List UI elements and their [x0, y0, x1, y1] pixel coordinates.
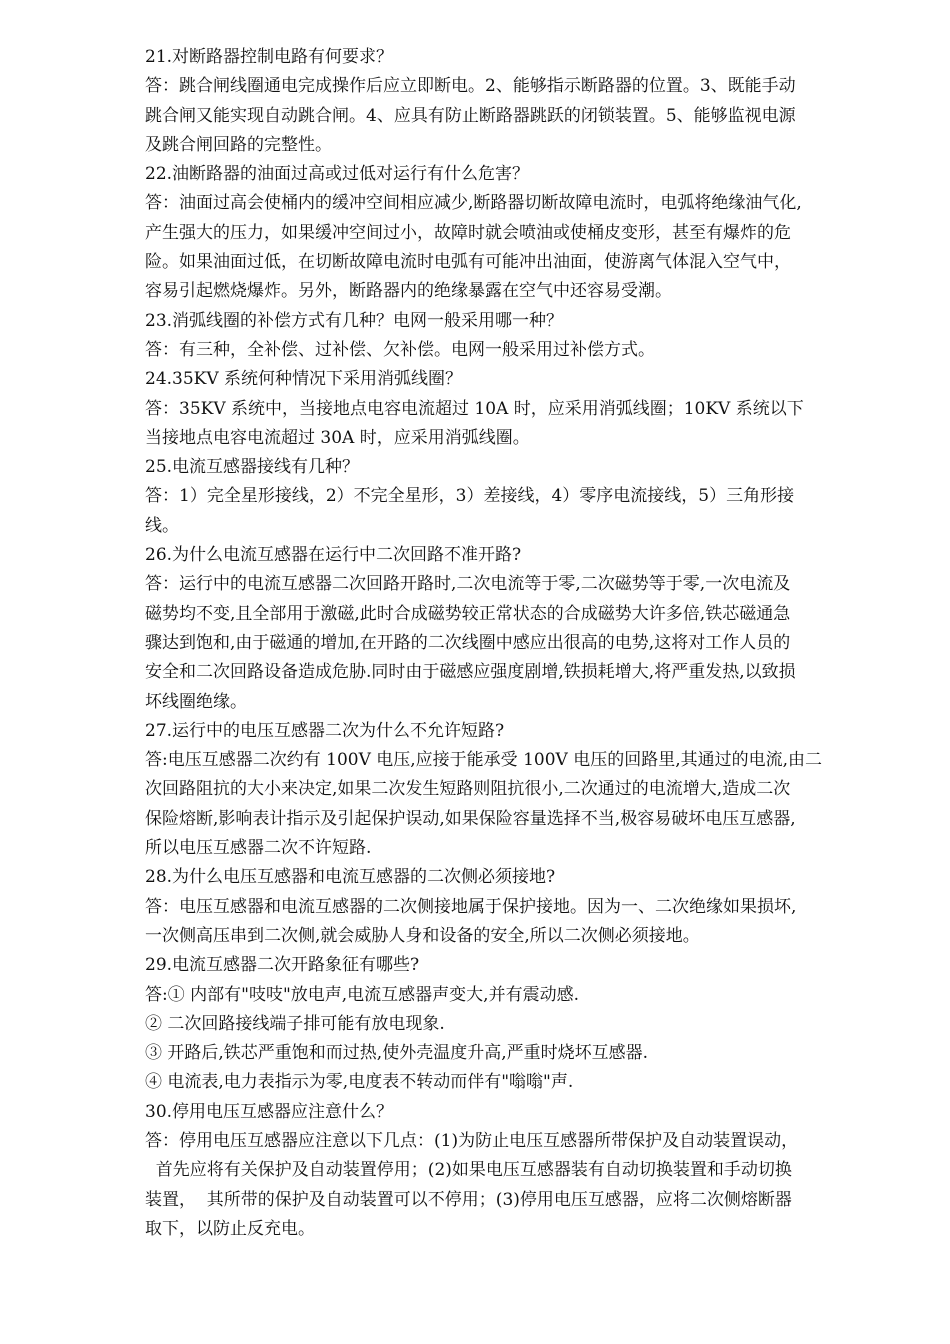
- answer-22-line-2: 产生强大的压力，如果缓冲空间过小，故障时就会喷油或使桶皮变形，甚至有爆炸的危: [145, 222, 791, 243]
- answer-30-line-1: 答：停用电压互感器应注意以下几点：(1)为防止电压互感器所带保护及自动装置误动，: [145, 1130, 799, 1151]
- answer-29-item-3: ③ 开路后,铁芯严重饱和而过热,使外壳温度升高,严重时烧坏互感器.: [145, 1043, 649, 1064]
- answer-27-line-1: 答:电压互感器二次约有 100V 电压,应接于能承受 100V 电压的回路里,其通过的电流,由二: [145, 750, 823, 771]
- answer-29-item-1: 答:① 内部有"吱吱"放电声,电流互感器声变大,并有震动感.: [145, 984, 579, 1005]
- answer-30-line-4: 取下，以防止反充电。: [145, 1218, 315, 1239]
- answer-25-line-2: 线。: [145, 515, 179, 536]
- answer-29-item-4: ④ 电流表,电力表指示为零,电度表不转动而伴有"嗡嗡"声.: [145, 1072, 574, 1093]
- question-23: 23.消弧线圈的补偿方式有几种？电网一般采用哪一种？: [145, 310, 564, 331]
- question-30: 30.停用电压互感器应注意什么？: [145, 1101, 394, 1122]
- answer-28-line-2: 一次侧高压串到二次侧,就会威胁人身和设备的安全,所以二次侧必须接地。: [145, 925, 700, 946]
- answer-27-line-4: 所以电压互感器二次不许短路.: [145, 838, 372, 859]
- answer-26-line-2: 磁势均不变,且全部用于激磁,此时合成磁势较正常状态的合成磁势大许多倍,铁芯磁通急: [145, 603, 791, 624]
- answer-21-line-2: 跳合闸又能实现自动跳合闸。4、应具有防止断路器跳跃的闭锁装置。5、能够监视电源: [145, 105, 796, 126]
- question-24: 24.35KV 系统何种情况下采用消弧线圈？: [145, 369, 463, 390]
- answer-28-line-1: 答：电压互感器和电流互感器的二次侧接地属于保护接地。因为一、二次绝缘如果损坏,: [145, 896, 797, 917]
- answer-24-line-2: 当接地点电容电流超过 30A 时，应采用消弧线圈。: [145, 427, 530, 448]
- answer-29-item-2: ② 二次回路接线端子排可能有放电现象.: [145, 1013, 445, 1034]
- question-29: 29.电流互感器二次开路象征有哪些?: [145, 955, 420, 976]
- question-22: 22.油断路器的油面过高或过低对运行有什么危害？: [145, 164, 530, 185]
- answer-27-line-3: 保险熔断,影响表计指示及引起保护误动,如果保险容量选择不当,极容易破坏电压互感器,: [145, 808, 796, 829]
- answer-26-line-5: 坏线圈绝缘。: [145, 691, 247, 712]
- answer-22-line-3: 险。如果油面过低，在切断故障电流时电弧有可能冲出油面，使游离气体混入空气中，: [145, 252, 791, 273]
- answer-21-line-3: 及跳合闸回路的完整性。: [145, 134, 332, 155]
- question-25: 25.电流互感器接线有几种？: [145, 457, 360, 478]
- answer-26-line-4: 安全和二次回路设备造成危胁.同时由于磁感应强度剧增,铁损耗增大,将严重发热,以致损: [145, 662, 796, 683]
- answer-30-line-3: 装置， 其所带的保护及自动装置可以不停用；(3)停用电压互感器，应将二次侧熔断器: [145, 1189, 792, 1210]
- answer-30-line-2: 首先应将有关保护及自动装置停用；(2)如果电压互感器装有自动切换装置和手动切换: [145, 1160, 792, 1181]
- answer-21-line-1: 答：跳合闸线圈通电完成操作后应立即断电。2、能够指示断路器的位置。3、既能手动: [145, 76, 796, 97]
- answer-23-line-1: 答：有三种，全补偿、过补偿、欠补偿。电网一般采用过补偿方式。: [145, 339, 655, 360]
- answer-26-line-3: 骤达到饱和,由于磁通的增加,在开路的二次线圈中感应出很高的电势,这将对工作人员的: [145, 632, 791, 653]
- question-27: 27.运行中的电压互感器二次为什么不允许短路?: [145, 720, 505, 741]
- answer-25-line-1: 答：1）完全星形接线，2）不完全星形，3）差接线，4）零序电流接线，5）三角形接: [145, 486, 795, 507]
- answer-22-line-4: 容易引起燃烧爆炸。另外，断路器内的绝缘暴露在空气中还容易受潮。: [145, 281, 672, 302]
- answer-24-line-1: 答：35KV 系统中，当接地点电容电流超过 10A 时，应采用消弧线圈；10KV 系统以下: [145, 398, 804, 419]
- question-21: 21.对断路器控制电路有何要求？: [145, 47, 394, 67]
- question-28: 28.为什么电压互感器和电流互感器的二次侧必须接地?: [145, 867, 556, 888]
- answer-22-line-1: 答：油面过高会使桶内的缓冲空间相应减少,断路器切断故障电流时，电弧将绝缘油气化,: [145, 193, 802, 214]
- answer-26-line-1: 答：运行中的电流互感器二次回路开路时,二次电流等于零,二次磁势等于零,一次电流及: [145, 574, 791, 595]
- qa-text-block: [145, 43, 895, 1244]
- answer-27-line-2: 次回路阻抗的大小来决定,如果二次发生短路则阻抗很小,二次通过的电流增大,造成二次: [145, 779, 791, 800]
- question-26: 26.为什么电流互感器在运行中二次回路不准开路?: [145, 545, 522, 566]
